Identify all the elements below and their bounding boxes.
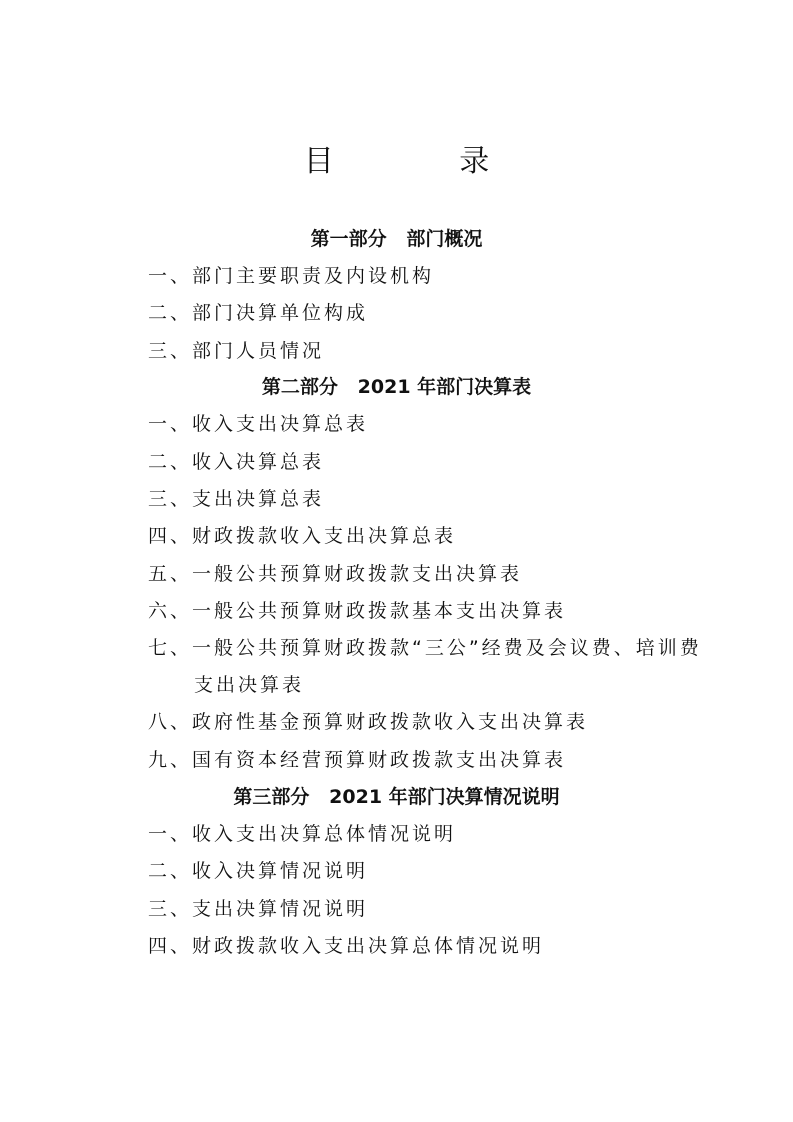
toc-item: 三、支出决算总表 [148,488,325,510]
toc-item: 九、国有资本经营预算财政拨款支出决算表 [148,749,567,771]
toc-item: 五、一般公共预算财政拨款支出决算表 [148,563,523,585]
toc-item: 一、收入支出决算总体情况说明 [148,823,457,845]
toc-item: 一、部门主要职责及内设机构 [148,265,435,287]
toc-item: 二、收入决算总表 [148,451,325,473]
page-title: 目 录 [303,144,548,179]
toc-item: 一、收入支出决算总表 [148,413,369,435]
toc-item: 四、财政拨款收入支出决算总表 [148,525,457,547]
section-heading-part-3: 第三部分 2021 年部门决算情况说明 [233,786,560,808]
toc-item: 二、部门决算单位构成 [148,302,369,324]
toc-item-continuation: 支出决算表 [194,674,305,696]
section-heading-part-2: 第二部分 2021 年部门决算表 [261,376,532,398]
toc-item: 三、部门人员情况 [148,340,325,362]
toc-item: 二、收入决算情况说明 [148,860,369,882]
toc-item: 三、支出决算情况说明 [148,898,369,920]
toc-item: 八、政府性基金预算财政拨款收入支出决算表 [148,711,589,733]
toc-item: 七、一般公共预算财政拨款“三公”经费及会议费、培训费 [148,637,702,659]
section-heading-part-1: 第一部分 部门概况 [310,228,483,250]
toc-item: 六、一般公共预算财政拨款基本支出决算表 [148,600,567,622]
toc-item: 四、财政拨款收入支出决算总体情况说明 [148,935,545,957]
